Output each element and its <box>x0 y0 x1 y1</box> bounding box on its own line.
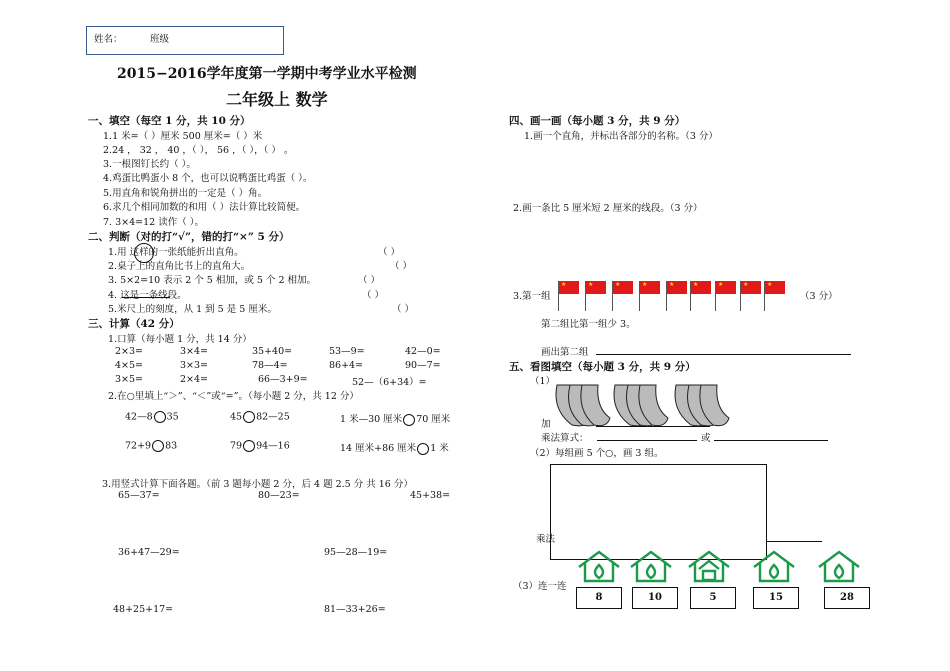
s5-or-label: 或 <box>701 433 711 444</box>
oral-problem: 52—（6+34）= <box>352 377 427 388</box>
compare-problem: 45 82—25 <box>230 411 290 423</box>
house-icon <box>754 552 794 581</box>
house-icon <box>579 552 619 581</box>
s4-q3-line3: 画出第二组 <box>541 347 589 358</box>
s2-item: 2.桌子上的直角比书上的直角大。 <box>108 261 251 272</box>
s2-item: 1.用 这样的一张纸能折出直角。 <box>108 247 244 258</box>
s1-item: 6.求几个相同加数的和用（ ）法计算比较简便。 <box>103 202 306 213</box>
compare-circle[interactable] <box>152 440 164 452</box>
oral-problem: 35+40= <box>252 346 293 357</box>
vertical-problem: 65—37= <box>118 490 160 501</box>
class-label: 班级 <box>150 34 170 45</box>
compare-problem: 79 94—16 <box>230 440 290 452</box>
section-4-heading: 四、画一画（每小题 3 分，共 9 分） <box>509 115 686 127</box>
answer-box-8[interactable]: 8 <box>576 587 622 609</box>
s2-paren: （ ） <box>392 304 415 315</box>
compare-circle[interactable] <box>154 411 166 423</box>
s2-paren: （ ） <box>358 275 381 286</box>
vertical-problem: 95—28—19= <box>324 547 388 558</box>
s5-mul-label: 乘法算式： <box>541 433 589 444</box>
oral-problem: 2×3= <box>115 346 144 357</box>
oral-problem: 53—9= <box>329 346 365 357</box>
house-icon <box>631 552 671 581</box>
s1-item: 3.一根图钉长约（ ）。 <box>103 159 196 170</box>
answer-line[interactable] <box>714 440 828 441</box>
drawing-box[interactable] <box>550 464 767 560</box>
compare-problem: 42—8 35 <box>125 411 179 423</box>
line-segment-figure <box>122 297 170 298</box>
oral-problem: 66—3+9= <box>258 374 308 385</box>
vertical-problem: 80—23= <box>258 490 300 501</box>
compare-circle[interactable] <box>243 411 255 423</box>
answer-line[interactable] <box>640 426 710 427</box>
oral-problem: 90—7= <box>405 360 441 371</box>
section-1-heading: 一、填空（每空 1 分，共 10 分） <box>88 115 251 127</box>
oral-problem: 3×5= <box>115 374 144 385</box>
vertical-problem: 45+38= <box>410 490 451 501</box>
s2-item: 3. 5×2=10 表示 2 个 5 相加，或 5 个 2 相加。 <box>108 275 317 286</box>
compare-problem: 72+9 83 <box>125 440 178 452</box>
oral-problem: 2×4= <box>180 374 209 385</box>
s3-sub1: 1.口算（每小题 1 分，共 14 分） <box>108 334 252 345</box>
s3-sub2: 2.在○里填上“＞”、“＜”或“=”。（每小题 2 分，共 12 分） <box>108 391 359 402</box>
oral-problem: 4×5= <box>115 360 144 371</box>
s1-item: 7. 3×4=12 读作（ ）。 <box>103 217 204 228</box>
exam-title: 2015−2016学年度第一学期中考学业水平检测 <box>117 66 417 82</box>
oral-problem: 78—4= <box>252 360 288 371</box>
s4-q3-line2: 第二组比第一组少 3。 <box>541 319 636 330</box>
oral-problem: 86+4= <box>329 360 364 371</box>
s3-sub3: 3.用竖式计算下面各题。（前 3 题每小题 2 分，后 4 题 2.5 分 共 16 分） <box>102 479 413 490</box>
compare-circle[interactable] <box>243 440 255 452</box>
compare-circle[interactable] <box>403 414 415 426</box>
s1-item: 2.24 ， 32 ， 40 ，（ ）， 56 ，（ ），（ ） 。 <box>103 145 294 156</box>
s1-item: 4.鸡蛋比鸭蛋小 8 个，也可以说鸭蛋比鸡蛋（ ）。 <box>103 173 313 184</box>
oral-problem: 42—0= <box>405 346 441 357</box>
s2-item: 4. 这是一条线段。 <box>108 290 187 301</box>
answer-box-15[interactable]: 15 <box>753 587 799 609</box>
vertical-problem: 36+47—29= <box>118 547 180 558</box>
compare-problem: 1 米—30 厘米 70 厘米 <box>340 414 451 425</box>
s5-p1: （1） <box>530 376 556 387</box>
section-2-heading: 二、判断（对的打“√”，错的打“×” 5 分） <box>88 231 290 243</box>
s5-mul2-label: 乘法 <box>536 534 556 545</box>
oral-problem: 3×3= <box>180 360 209 371</box>
s4-q1: 1.画一个直角，并标出各部分的名称。（3 分） <box>524 131 718 142</box>
s1-item: 5.用直角和锐角拼出的一定是（ ）角。 <box>103 188 268 199</box>
s4-q2: 2.画一条比 5 厘米短 2 厘米的线段。（3 分） <box>513 203 703 214</box>
answer-box-5[interactable]: 5 <box>690 587 736 609</box>
vertical-problem: 48+25+17= <box>113 604 174 615</box>
s5-add-label: 加 <box>541 419 551 430</box>
s4-q3-prefix: 3.第一组 <box>513 291 551 302</box>
section-3-heading: 三、计算（42 分） <box>88 318 180 330</box>
oral-problem: 3×4= <box>180 346 209 357</box>
answer-box-28[interactable]: 28 <box>824 587 870 609</box>
compare-problem: 14 厘米+86 厘米 1 米 <box>340 443 449 454</box>
answer-line[interactable] <box>766 541 822 542</box>
house-icon <box>819 552 859 581</box>
bananas-image <box>552 380 737 430</box>
s2-item: 5.米尺上的刻度，从 1 到 5 是 5 厘米。 <box>108 304 277 315</box>
vertical-problem: 81—33+26= <box>324 604 386 615</box>
s2-paren: （ ） <box>362 290 385 301</box>
s4-q3-score: （3 分） <box>800 291 838 302</box>
compare-circle[interactable] <box>417 443 429 455</box>
s1-item: 1.1 米=（ ）厘米 500 厘米=（ ）米 <box>103 131 263 142</box>
answer-box-10[interactable]: 10 <box>632 587 678 609</box>
exam-subtitle: 二年级上 数学 <box>226 90 328 109</box>
s5-p3: （3）连一连 <box>513 581 567 592</box>
s2-paren: （ ） <box>390 261 413 272</box>
houses-row <box>573 549 878 585</box>
s5-p2: （2）每组画 5 个○，画 3 组。 <box>530 448 664 459</box>
answer-line[interactable] <box>596 354 851 355</box>
name-label: 姓名： <box>94 34 123 45</box>
s2-paren: （ ） <box>378 247 401 258</box>
house-icon <box>689 552 729 581</box>
answer-line[interactable] <box>597 440 697 441</box>
section-5-heading: 五、看图填空（每小题 3 分，共 9 分） <box>509 361 696 373</box>
